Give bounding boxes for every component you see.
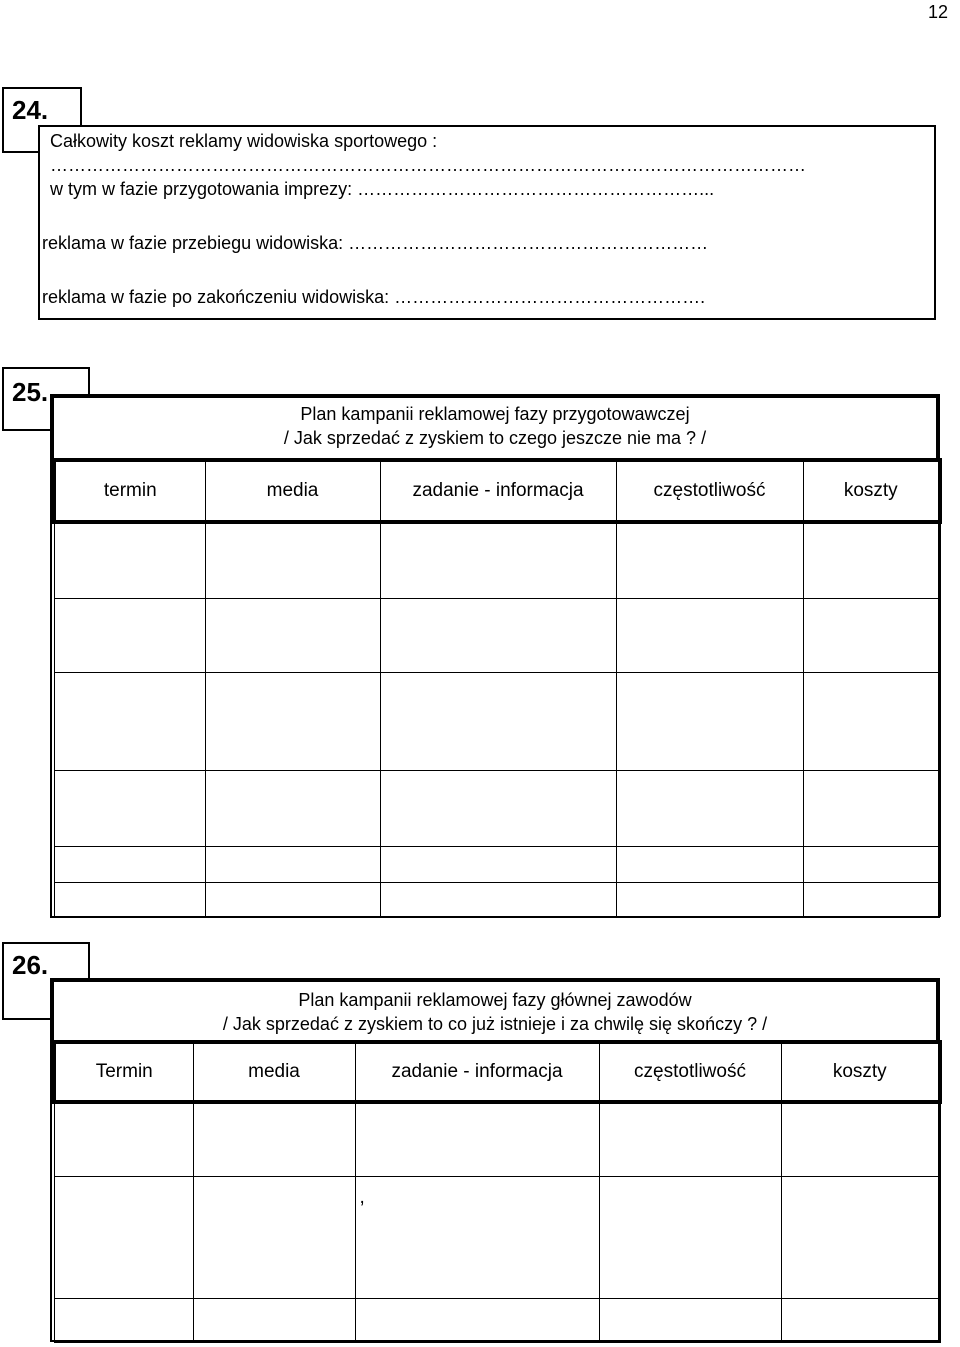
q24-total-cost-dots: ……………………………………………………………………………………………………………… — [50, 155, 806, 175]
table-cell[interactable] — [380, 770, 616, 846]
table-row — [54, 522, 940, 598]
table-row — [54, 598, 940, 672]
q25-campaign-table — [52, 458, 942, 917]
q24-event-phase: reklama w fazie przebiegu widowiska: …………………………………………………… — [42, 233, 709, 253]
q25-title-box — [52, 396, 938, 458]
table-cell[interactable] — [599, 1298, 781, 1342]
table-cell[interactable] — [193, 1298, 355, 1342]
table-cell[interactable] — [205, 598, 380, 672]
table-cell[interactable] — [803, 882, 940, 916]
table-cell[interactable] — [54, 522, 205, 598]
q25-header-zadanie: zadanie - informacja — [380, 460, 616, 522]
table-row — [54, 846, 940, 882]
table-cell[interactable] — [205, 846, 380, 882]
question-25-number: 25. — [12, 377, 49, 407]
table-cell[interactable] — [599, 1102, 781, 1176]
q25-header-media: media — [205, 460, 380, 522]
q25-header-row — [54, 460, 940, 522]
table-cell[interactable] — [616, 882, 803, 916]
table-cell[interactable] — [803, 598, 940, 672]
q25-header-koszty: koszty — [803, 460, 940, 522]
table-cell[interactable] — [193, 1102, 355, 1176]
q25-header-czestotliwosc: częstotliwość — [616, 460, 803, 522]
table-cell[interactable] — [54, 846, 205, 882]
q24-total-cost-label: Całkowity koszt reklamy widowiska sportowego : — [50, 131, 438, 151]
table-row — [54, 672, 940, 770]
q26-header-czestotliwosc: częstotliwość — [599, 1042, 781, 1102]
table-cell[interactable] — [781, 1176, 940, 1298]
table-cell[interactable] — [616, 672, 803, 770]
q26-title-line2: / Jak sprzedać z zyskiem to co już istnieje i za chwilę się skończy ? / — [222, 1014, 768, 1034]
table-cell[interactable] — [781, 1102, 940, 1176]
table-row — [54, 1176, 940, 1298]
table-cell[interactable] — [54, 598, 205, 672]
table-cell[interactable] — [380, 882, 616, 916]
question-24-number: 24. — [12, 95, 49, 125]
table-cell[interactable] — [54, 1102, 193, 1176]
q26-title-box — [52, 980, 938, 1040]
table-cell[interactable] — [54, 882, 205, 916]
table-cell[interactable] — [380, 522, 616, 598]
table-row — [54, 882, 940, 916]
q24-after-event-phase: reklama w fazie po zakończeniu widowiska: ……………………………………………. — [42, 287, 706, 307]
table-cell[interactable] — [803, 522, 940, 598]
q24-preparation-phase: w tym w fazie przygotowania imprezy: …………………………………………………... — [50, 179, 715, 199]
question-24-box — [38, 125, 936, 320]
table-cell[interactable] — [355, 1298, 599, 1342]
table-cell[interactable] — [54, 770, 205, 846]
table-row — [54, 1298, 940, 1342]
table-cell[interactable] — [616, 598, 803, 672]
table-row — [54, 770, 940, 846]
table-cell[interactable] — [205, 522, 380, 598]
q25-header-termin: termin — [54, 460, 205, 522]
table-cell[interactable] — [599, 1176, 781, 1298]
table-cell[interactable] — [380, 598, 616, 672]
table-cell[interactable] — [380, 672, 616, 770]
table-cell[interactable] — [54, 1176, 193, 1298]
table-row — [54, 1102, 940, 1176]
table-cell[interactable] — [803, 846, 940, 882]
table-cell[interactable] — [781, 1298, 940, 1342]
table-cell[interactable] — [355, 1176, 599, 1298]
table-cell[interactable] — [205, 672, 380, 770]
table-cell[interactable] — [54, 672, 205, 770]
table-cell[interactable] — [616, 770, 803, 846]
table-cell[interactable] — [380, 846, 616, 882]
table-cell[interactable] — [616, 846, 803, 882]
table-cell[interactable] — [803, 770, 940, 846]
table-cell[interactable] — [205, 882, 380, 916]
table-cell[interactable] — [193, 1176, 355, 1298]
table-cell[interactable] — [205, 770, 380, 846]
q26-header-termin: Termin — [54, 1042, 193, 1102]
table-cell[interactable] — [54, 1298, 193, 1342]
q26-title-line1: Plan kampanii reklamowej fazy głównej zawodów — [298, 990, 692, 1010]
q26-header-media: media — [193, 1042, 355, 1102]
q25-title-line2: / Jak sprzedać z zyskiem to czego jeszcze nie ma ? / — [283, 428, 707, 448]
table-cell[interactable] — [355, 1102, 599, 1176]
table-cell[interactable] — [803, 672, 940, 770]
q26-header-zadanie: zadanie - informacja — [355, 1042, 599, 1102]
stray-comma-mark: , — [359, 1186, 365, 1208]
page-number: 12 — [927, 2, 948, 22]
q26-header-row — [54, 1042, 940, 1102]
table-cell[interactable] — [616, 522, 803, 598]
q26-campaign-table — [52, 1040, 942, 1343]
question-26-number: 26. — [12, 950, 49, 980]
q26-header-koszty: koszty — [781, 1042, 940, 1102]
q25-title-line1: Plan kampanii reklamowej fazy przygotowawczej — [300, 404, 690, 424]
